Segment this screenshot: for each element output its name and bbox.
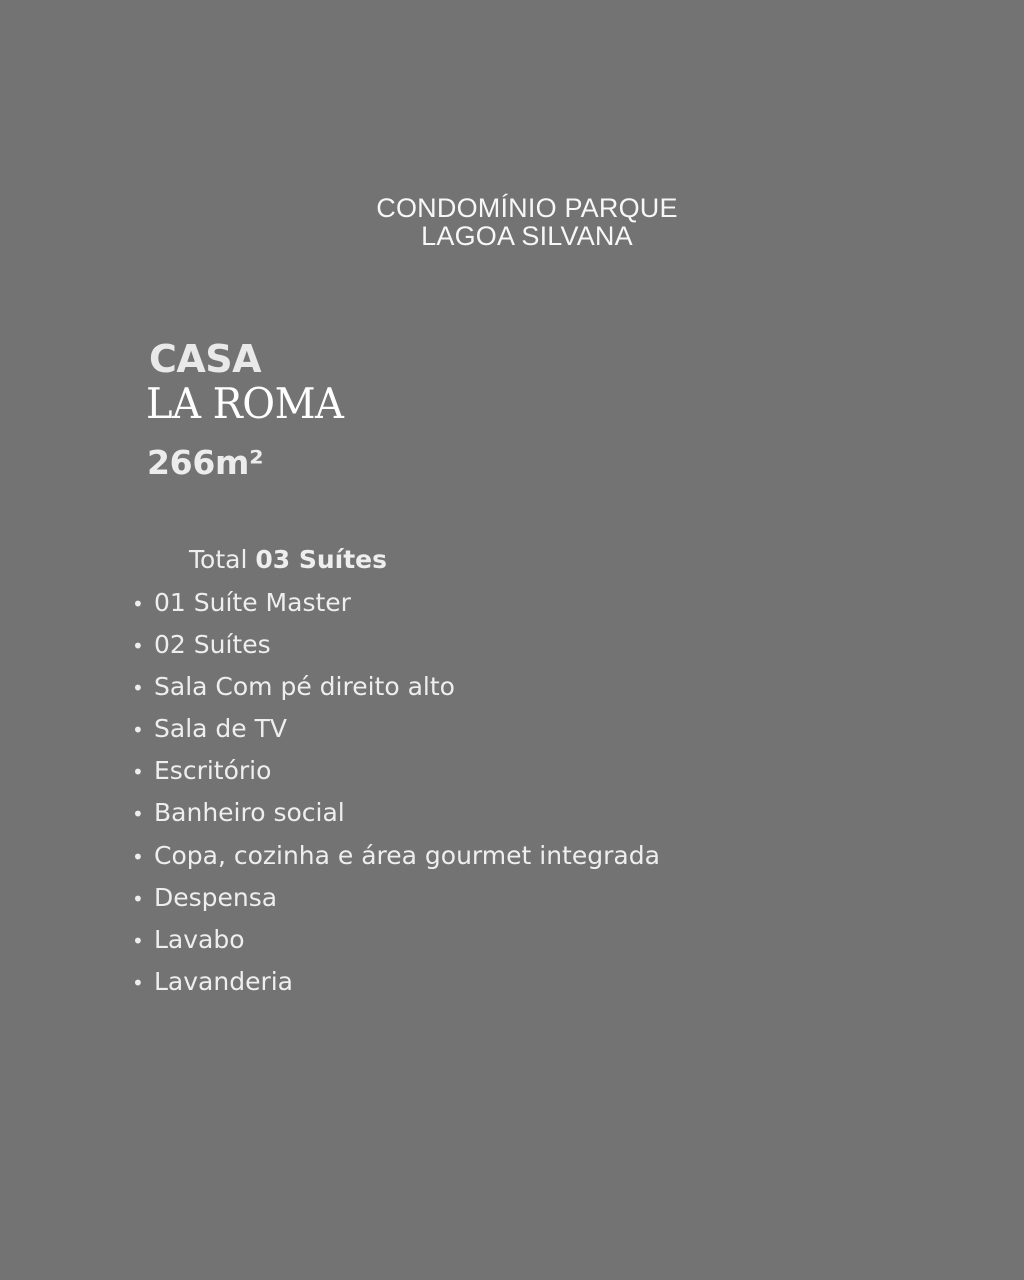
bullet-icon: •: [132, 928, 144, 953]
feature-label: Sala Com pé direito alto: [154, 672, 455, 702]
list-item: [132, 961, 660, 1003]
bullet-icon: •: [132, 886, 144, 911]
list-item: [132, 708, 660, 750]
list-item: [132, 750, 660, 792]
feature-label: Sala de TV: [154, 714, 287, 744]
property-type: CASA: [149, 337, 262, 381]
feature-label: Banheiro social: [154, 798, 345, 828]
feature-label: Despensa: [154, 882, 278, 912]
feature-label: Lavabo: [154, 924, 245, 954]
list-item: [132, 792, 660, 834]
suites-total-value: 03 Suítes: [255, 545, 387, 574]
bullet-icon: •: [132, 760, 144, 785]
feature-label: 01 Suíte Master: [154, 588, 351, 617]
list-item: [132, 666, 660, 708]
list-item: [132, 582, 660, 624]
suites-total-label: Total: [189, 545, 248, 574]
condominium-title-line-1: CONDOMÍNIO PARQUE: [376, 193, 678, 223]
feature-label: Escritório: [154, 756, 272, 786]
bullet-icon: •: [132, 970, 144, 995]
bullet-icon: •: [132, 718, 144, 743]
condominium-title-line-2: LAGOA SILVANA: [421, 221, 633, 251]
suites-total: [189, 542, 387, 578]
list-item: [132, 624, 660, 666]
features-list: [132, 582, 660, 1003]
list-item: [132, 919, 660, 961]
feature-label: Copa, cozinha e área gourmet integrada: [154, 840, 660, 870]
list-item: [132, 835, 660, 877]
property-model-name: LA ROMA: [146, 380, 344, 429]
bullet-icon: •: [132, 676, 144, 701]
bullet-icon: •: [132, 592, 144, 616]
list-item: [132, 877, 660, 919]
bullet-icon: •: [132, 844, 144, 869]
feature-label: Lavanderia: [154, 966, 294, 996]
condominium-title: [0, 194, 1024, 250]
bullet-icon: •: [132, 802, 144, 827]
property-area: 266m²: [147, 443, 264, 482]
feature-label: 02 Suítes: [154, 630, 271, 660]
bullet-icon: •: [132, 634, 144, 659]
